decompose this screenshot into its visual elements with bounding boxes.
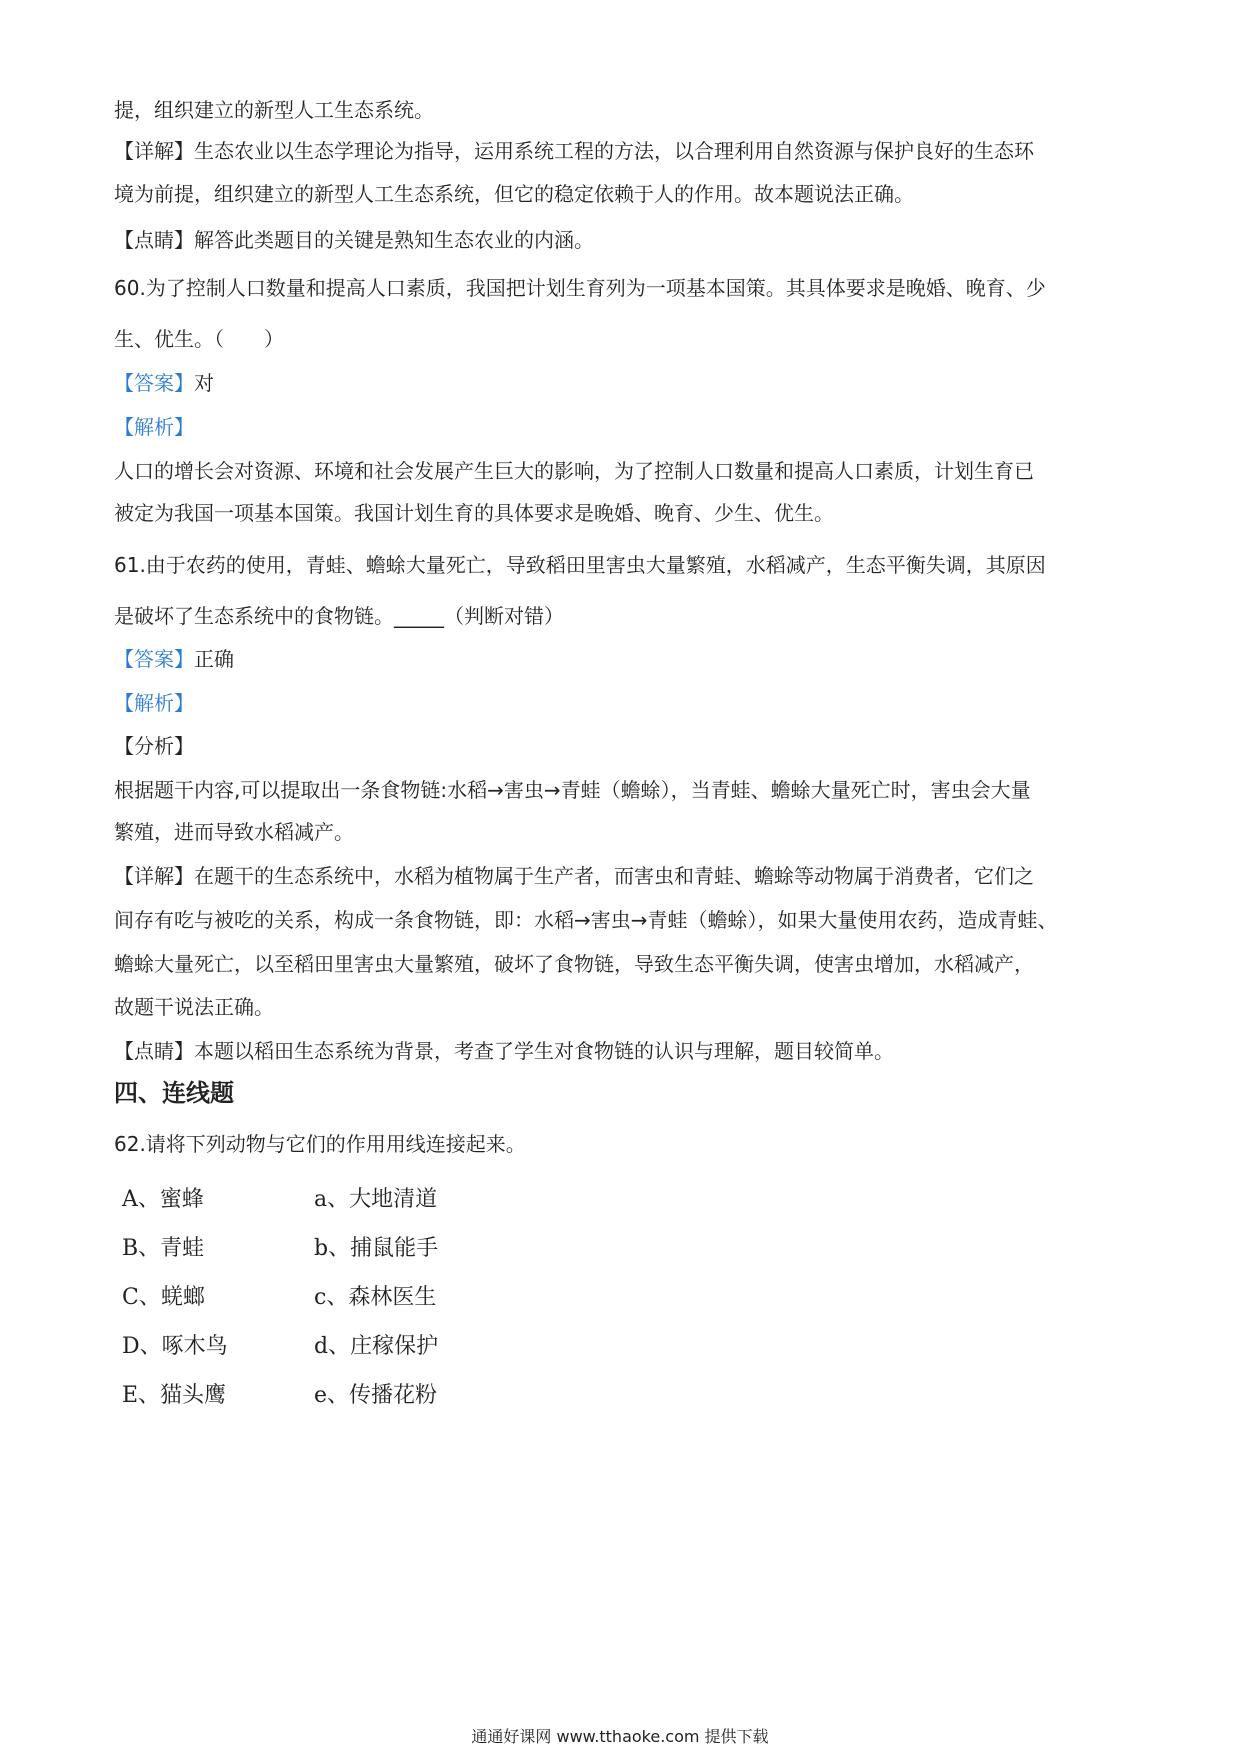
text-line	[114, 906, 1058, 934]
analysis-tag: 【解析】	[114, 415, 194, 439]
text-line	[114, 602, 564, 630]
question-text: 62.请将下列动物与它们的作用用线连接起来。	[114, 1132, 526, 1156]
question-60	[114, 274, 1046, 302]
answer-line	[114, 645, 234, 673]
analysis-sub-tag: 【分析】	[114, 734, 194, 758]
analysis-sub-tag-line	[114, 732, 194, 760]
match-left-item: A、蜜蜂	[122, 1187, 204, 1212]
match-left-item: B、青蛙	[122, 1236, 205, 1261]
text: 境为前提，组织建立的新型人工生态系统，但它的稳定依赖于人的作用。故本题说法正确。	[114, 182, 914, 206]
section-title: 四、连线题	[114, 1079, 234, 1107]
page-footer	[0, 1726, 1240, 1748]
text-line	[114, 457, 1034, 485]
text-line	[114, 993, 274, 1021]
analysis-tag: 【解析】	[114, 691, 194, 715]
match-right-item: c、森林医生	[314, 1285, 437, 1310]
question-text: 生、优生。（ ）	[114, 327, 284, 351]
match-left-item: C、蜣螂	[122, 1285, 205, 1310]
detail-paragraph	[114, 137, 1034, 165]
text: 生态农业以生态学理论为指导，运用系统工程的方法，以合理利用自然资源与保护良好的生态环	[194, 139, 1034, 163]
comment-paragraph	[114, 226, 594, 254]
text-line	[114, 776, 1031, 804]
section-heading	[114, 1079, 234, 1107]
detail-tag: 【详解】	[114, 139, 194, 163]
answer-value: 对	[194, 371, 214, 395]
text: 被定为我国一项基本国策。我国计划生育的具体要求是晚婚、晚育、少生、优生。	[114, 501, 834, 525]
comment-paragraph	[114, 1037, 894, 1065]
text: 人口的增长会对资源、环境和社会发展产生巨大的影响，为了控制人口数量和提高人口素质，计划生育已	[114, 459, 1034, 483]
text: 提，组织建立的新型人工生态系统。	[114, 98, 434, 122]
answer-tag: 【答案】	[114, 371, 194, 395]
question-62	[114, 1130, 526, 1158]
question-text: 61.由于农药的使用，青蛙、蟾蜍大量死亡，导致稻田里害虫大量繁殖，水稻减产，生态平衡失调，其原因	[114, 553, 1046, 577]
answer-value: 正确	[194, 647, 234, 671]
question-text: 60.为了控制人口数量和提高人口素质，我国把计划生育列为一项基本国策。其具体要求是晚婚、晚育、少	[114, 276, 1046, 300]
text-line	[114, 325, 284, 353]
answer-tag: 【答案】	[114, 647, 194, 671]
text: 在题干的生态系统中，水稻为植物属于生产者，而害虫和青蛙、蟾蜍等动物属于消费者，它们之	[194, 864, 1034, 888]
analysis-tag-line	[114, 413, 194, 441]
match-left-item: E、猫头鹰	[122, 1383, 227, 1408]
match-left-item: D、啄木鸟	[122, 1334, 228, 1359]
text-line	[114, 180, 914, 208]
text-line	[114, 950, 1034, 978]
match-right-item: a、大地清道	[314, 1187, 438, 1212]
text-line	[114, 818, 354, 846]
comment-tag: 【点睛】	[114, 1039, 194, 1063]
comment-tag: 【点睛】	[114, 228, 194, 252]
analysis-tag-line	[114, 689, 194, 717]
footer-text: 通通好课网 www.tthaoke.com 提供下载	[471, 1727, 769, 1746]
text-line	[114, 96, 434, 124]
text: 故题干说法正确。	[114, 995, 274, 1019]
detail-tag: 【详解】	[114, 864, 194, 888]
detail-paragraph	[114, 862, 1034, 890]
text: 间存有吃与被吃的关系，构成一条食物链，即：水稻→害虫→青蛙（蟾蜍），如果大量使用农药，造成青蛙、	[114, 908, 1058, 932]
match-right-item: d、庄稼保护	[314, 1334, 439, 1359]
text: 根据题干内容,可以提取出一条食物链:水稻→害虫→青蛙（蟾蜍），当青蛙、蟾蜍大量死亡时，害虫会大量	[114, 778, 1031, 802]
answer-line	[114, 369, 214, 397]
question-61	[114, 551, 1046, 579]
text-line	[114, 499, 834, 527]
text: 解答此类题目的关键是熟知生态农业的内涵。	[194, 228, 594, 252]
question-text: 是破坏了生态系统中的食物链。_____（判断对错）	[114, 604, 564, 628]
text: 本题以稻田生态系统为背景，考查了学生对食物链的认识与理解，题目较简单。	[194, 1039, 894, 1063]
text: 蟾蜍大量死亡，以至稻田里害虫大量繁殖，破坏了食物链，导致生态平衡失调，使害虫增加，水稻减产，	[114, 952, 1034, 976]
match-right-item: e、传播花粉	[314, 1383, 438, 1408]
text: 繁殖，进而导致水稻减产。	[114, 820, 354, 844]
match-right-item: b、捕鼠能手	[314, 1236, 439, 1261]
